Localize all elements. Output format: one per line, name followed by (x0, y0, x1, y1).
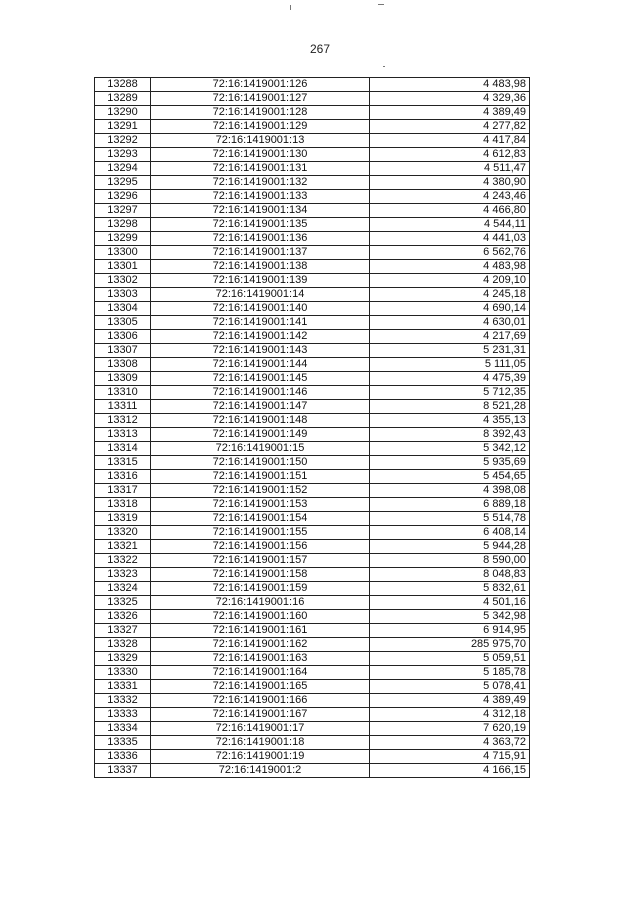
row-number-cell: 13329 (95, 652, 151, 666)
row-number-cell: 13337 (95, 764, 151, 778)
row-number-cell: 13323 (95, 568, 151, 582)
table-row (95, 526, 530, 540)
row-number-cell: 13330 (95, 666, 151, 680)
table-row (95, 232, 530, 246)
area-cell: 4 483,98 (370, 78, 530, 92)
row-number-cell: 13333 (95, 708, 151, 722)
table-row (95, 736, 530, 750)
table-body (95, 78, 530, 778)
table-row (95, 386, 530, 400)
row-number-cell: 13290 (95, 106, 151, 120)
cadastral-number-cell: 72:16:1419001:167 (151, 708, 370, 722)
table-row (95, 470, 530, 484)
table-row (95, 624, 530, 638)
area-cell: 4 380,90 (370, 176, 530, 190)
cadastral-number-cell: 72:16:1419001:129 (151, 120, 370, 134)
area-cell: 8 048,83 (370, 568, 530, 582)
cadastral-number-cell: 72:16:1419001:151 (151, 470, 370, 484)
table-row (95, 260, 530, 274)
area-cell: 4 245,18 (370, 288, 530, 302)
row-number-cell: 13325 (95, 596, 151, 610)
row-number-cell: 13304 (95, 302, 151, 316)
row-number-cell: 13319 (95, 512, 151, 526)
cadastral-number-cell: 72:16:1419001:152 (151, 484, 370, 498)
cadastral-number-cell: 72:16:1419001:147 (151, 400, 370, 414)
cadastral-number-cell: 72:16:1419001:138 (151, 260, 370, 274)
cadastral-number-cell: 72:16:1419001:143 (151, 344, 370, 358)
table-row (95, 162, 530, 176)
table-row (95, 540, 530, 554)
cadastral-number-cell: 72:16:1419001:154 (151, 512, 370, 526)
area-cell: 4 389,49 (370, 106, 530, 120)
row-number-cell: 13302 (95, 274, 151, 288)
table-row (95, 498, 530, 512)
row-number-cell: 13336 (95, 750, 151, 764)
table-row (95, 750, 530, 764)
cadastral-number-cell: 72:16:1419001:140 (151, 302, 370, 316)
table-row (95, 694, 530, 708)
table-row (95, 204, 530, 218)
cadastral-number-cell: 72:16:1419001:133 (151, 190, 370, 204)
table-row (95, 400, 530, 414)
area-cell: 5 111,05 (370, 358, 530, 372)
area-cell: 4 166,15 (370, 764, 530, 778)
table-row (95, 344, 530, 358)
table-row (95, 582, 530, 596)
row-number-cell: 13289 (95, 92, 151, 106)
cadastral-number-cell: 72:16:1419001:17 (151, 722, 370, 736)
row-number-cell: 13292 (95, 134, 151, 148)
table-row (95, 764, 530, 778)
area-cell: 4 466,80 (370, 204, 530, 218)
cadastral-number-cell: 72:16:1419001:158 (151, 568, 370, 582)
area-cell: 5 944,28 (370, 540, 530, 554)
area-cell: 4 475,39 (370, 372, 530, 386)
area-cell: 5 059,51 (370, 652, 530, 666)
cadastral-number-cell: 72:16:1419001:145 (151, 372, 370, 386)
row-number-cell: 13311 (95, 400, 151, 414)
row-number-cell: 13321 (95, 540, 151, 554)
cadastral-number-cell: 72:16:1419001:134 (151, 204, 370, 218)
area-cell: 4 630,01 (370, 316, 530, 330)
scan-mark (290, 5, 291, 10)
cadastral-number-cell: 72:16:1419001:161 (151, 624, 370, 638)
row-number-cell: 13296 (95, 190, 151, 204)
row-number-cell: 13294 (95, 162, 151, 176)
row-number-cell: 13305 (95, 316, 151, 330)
row-number-cell: 13309 (95, 372, 151, 386)
table-row (95, 610, 530, 624)
cadastral-number-cell: 72:16:1419001:141 (151, 316, 370, 330)
table-row (95, 708, 530, 722)
table-row (95, 596, 530, 610)
cadastral-number-cell: 72:16:1419001:166 (151, 694, 370, 708)
area-cell: 4 690,14 (370, 302, 530, 316)
cadastral-number-cell: 72:16:1419001:155 (151, 526, 370, 540)
cadastral-number-cell: 72:16:1419001:137 (151, 246, 370, 260)
area-cell: 7 620,19 (370, 722, 530, 736)
area-cell: 5 514,78 (370, 512, 530, 526)
cadastral-number-cell: 72:16:1419001:160 (151, 610, 370, 624)
area-cell: 8 521,28 (370, 400, 530, 414)
row-number-cell: 13299 (95, 232, 151, 246)
table-row (95, 484, 530, 498)
row-number-cell: 13327 (95, 624, 151, 638)
area-cell: 4 243,46 (370, 190, 530, 204)
area-cell: 4 441,03 (370, 232, 530, 246)
table-row (95, 512, 530, 526)
cadastral-number-cell: 72:16:1419001:162 (151, 638, 370, 652)
cadastral-number-cell: 72:16:1419001:14 (151, 288, 370, 302)
table-row (95, 554, 530, 568)
table-row (95, 288, 530, 302)
area-cell: 8 392,43 (370, 428, 530, 442)
area-cell: 4 612,83 (370, 148, 530, 162)
area-cell: 5 454,65 (370, 470, 530, 484)
cadastral-number-cell: 72:16:1419001:163 (151, 652, 370, 666)
area-cell: 4 217,69 (370, 330, 530, 344)
area-cell: 4 363,72 (370, 736, 530, 750)
row-number-cell: 13301 (95, 260, 151, 274)
row-number-cell: 13298 (95, 218, 151, 232)
table-row (95, 218, 530, 232)
area-cell: 4 355,13 (370, 414, 530, 428)
cadastral-number-cell: 72:16:1419001:150 (151, 456, 370, 470)
table-row (95, 722, 530, 736)
table-row (95, 148, 530, 162)
area-cell: 4 715,91 (370, 750, 530, 764)
row-number-cell: 13320 (95, 526, 151, 540)
row-number-cell: 13303 (95, 288, 151, 302)
area-cell: 4 277,82 (370, 120, 530, 134)
page-number: 267 (309, 42, 331, 56)
table-row (95, 456, 530, 470)
table-row (95, 330, 530, 344)
row-number-cell: 13328 (95, 638, 151, 652)
table-row (95, 134, 530, 148)
table-row (95, 652, 530, 666)
cadastral-number-cell: 72:16:1419001:157 (151, 554, 370, 568)
parcel-table (94, 77, 530, 778)
area-cell: 6 562,76 (370, 246, 530, 260)
parcel-table-container (94, 77, 530, 778)
cadastral-number-cell: 72:16:1419001:126 (151, 78, 370, 92)
row-number-cell: 13313 (95, 428, 151, 442)
cadastral-number-cell: 72:16:1419001:148 (151, 414, 370, 428)
scan-mark (378, 4, 384, 5)
area-cell: 5 342,12 (370, 442, 530, 456)
table-row (95, 302, 530, 316)
cadastral-number-cell: 72:16:1419001:18 (151, 736, 370, 750)
area-cell: 5 935,69 (370, 456, 530, 470)
row-number-cell: 13288 (95, 78, 151, 92)
table-row (95, 176, 530, 190)
area-cell: 4 511,47 (370, 162, 530, 176)
row-number-cell: 13297 (95, 204, 151, 218)
cadastral-number-cell: 72:16:1419001:149 (151, 428, 370, 442)
table-row (95, 680, 530, 694)
area-cell: 8 590,00 (370, 554, 530, 568)
cadastral-number-cell: 72:16:1419001:130 (151, 148, 370, 162)
area-cell: 5 078,41 (370, 680, 530, 694)
row-number-cell: 13317 (95, 484, 151, 498)
row-number-cell: 13315 (95, 456, 151, 470)
area-cell: 4 209,10 (370, 274, 530, 288)
table-row (95, 414, 530, 428)
table-row (95, 120, 530, 134)
area-cell: 6 408,14 (370, 526, 530, 540)
table-row (95, 666, 530, 680)
row-number-cell: 13300 (95, 246, 151, 260)
table-row (95, 246, 530, 260)
area-cell: 6 914,95 (370, 624, 530, 638)
row-number-cell: 13306 (95, 330, 151, 344)
table-row (95, 316, 530, 330)
cadastral-number-cell: 72:16:1419001:164 (151, 666, 370, 680)
table-row (95, 638, 530, 652)
area-cell: 5 342,98 (370, 610, 530, 624)
cadastral-number-cell: 72:16:1419001:2 (151, 764, 370, 778)
cadastral-number-cell: 72:16:1419001:144 (151, 358, 370, 372)
cadastral-number-cell: 72:16:1419001:16 (151, 596, 370, 610)
row-number-cell: 13324 (95, 582, 151, 596)
area-cell: 6 889,18 (370, 498, 530, 512)
cadastral-number-cell: 72:16:1419001:19 (151, 750, 370, 764)
area-cell: 5 231,31 (370, 344, 530, 358)
area-cell: 4 389,49 (370, 694, 530, 708)
cadastral-number-cell: 72:16:1419001:131 (151, 162, 370, 176)
table-row (95, 372, 530, 386)
area-cell: 285 975,70 (370, 638, 530, 652)
table-row (95, 442, 530, 456)
area-cell: 4 312,18 (370, 708, 530, 722)
row-number-cell: 13314 (95, 442, 151, 456)
row-number-cell: 13318 (95, 498, 151, 512)
cadastral-number-cell: 72:16:1419001:156 (151, 540, 370, 554)
cadastral-number-cell: 72:16:1419001:139 (151, 274, 370, 288)
row-number-cell: 13308 (95, 358, 151, 372)
row-number-cell: 13326 (95, 610, 151, 624)
table-row (95, 78, 530, 92)
row-number-cell: 13312 (95, 414, 151, 428)
row-number-cell: 13293 (95, 148, 151, 162)
cadastral-number-cell: 72:16:1419001:15 (151, 442, 370, 456)
row-number-cell: 13291 (95, 120, 151, 134)
row-number-cell: 13316 (95, 470, 151, 484)
row-number-cell: 13310 (95, 386, 151, 400)
cadastral-number-cell: 72:16:1419001:159 (151, 582, 370, 596)
area-cell: 5 712,35 (370, 386, 530, 400)
area-cell: 4 544,11 (370, 218, 530, 232)
scan-mark (383, 66, 385, 67)
area-cell: 5 832,61 (370, 582, 530, 596)
area-cell: 4 483,98 (370, 260, 530, 274)
cadastral-number-cell: 72:16:1419001:153 (151, 498, 370, 512)
table-row (95, 428, 530, 442)
row-number-cell: 13322 (95, 554, 151, 568)
table-row (95, 106, 530, 120)
cadastral-number-cell: 72:16:1419001:136 (151, 232, 370, 246)
cadastral-number-cell: 72:16:1419001:132 (151, 176, 370, 190)
area-cell: 5 185,78 (370, 666, 530, 680)
cadastral-number-cell: 72:16:1419001:165 (151, 680, 370, 694)
row-number-cell: 13331 (95, 680, 151, 694)
table-row (95, 568, 530, 582)
cadastral-number-cell: 72:16:1419001:142 (151, 330, 370, 344)
row-number-cell: 13332 (95, 694, 151, 708)
cadastral-number-cell: 72:16:1419001:146 (151, 386, 370, 400)
area-cell: 4 329,36 (370, 92, 530, 106)
area-cell: 4 501,16 (370, 596, 530, 610)
cadastral-number-cell: 72:16:1419001:135 (151, 218, 370, 232)
area-cell: 4 417,84 (370, 134, 530, 148)
table-row (95, 92, 530, 106)
row-number-cell: 13295 (95, 176, 151, 190)
cadastral-number-cell: 72:16:1419001:128 (151, 106, 370, 120)
row-number-cell: 13335 (95, 736, 151, 750)
row-number-cell: 13334 (95, 722, 151, 736)
cadastral-number-cell: 72:16:1419001:13 (151, 134, 370, 148)
table-row (95, 274, 530, 288)
area-cell: 4 398,08 (370, 484, 530, 498)
cadastral-number-cell: 72:16:1419001:127 (151, 92, 370, 106)
table-row (95, 358, 530, 372)
table-row (95, 190, 530, 204)
row-number-cell: 13307 (95, 344, 151, 358)
